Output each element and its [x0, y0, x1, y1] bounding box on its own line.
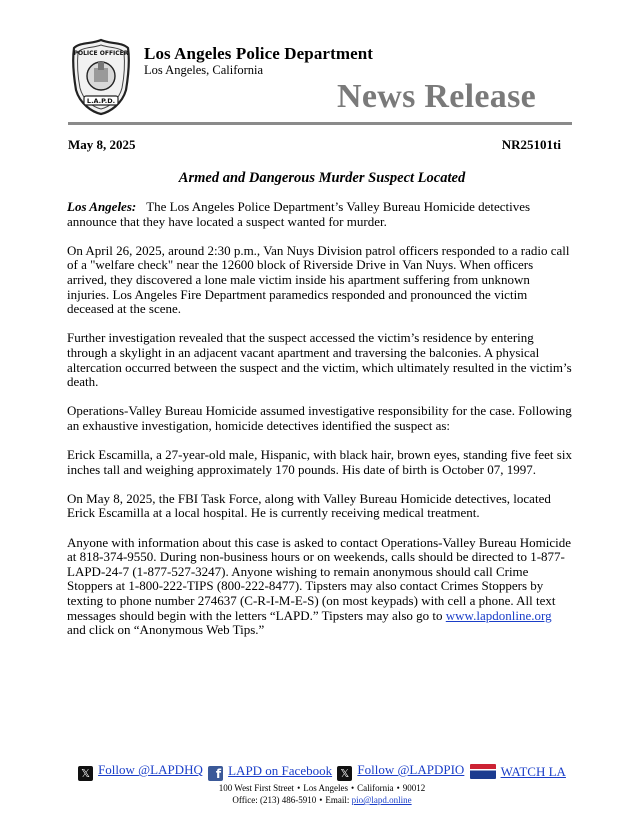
- badge-top-text: POLICE OFFICER: [73, 50, 129, 57]
- news-release-title: News Release: [337, 78, 537, 115]
- address-street: 100 West First Street: [218, 783, 295, 793]
- incident-paragraph: On April 26, 2025, around 2:30 p.m., Van Nuys Division patrol officers responded to a radio call of a "welfare check" near the 12600 block of Riverside Drive in Van Nuys. When officers arrived, they discovered a lone male victim inside his apartment suffering from unknown injuries. Los Angeles Fire Department paramedics responded and pronounced the victim deceased at the scene.: [67, 242, 570, 317]
- contact-line: [0, 795, 644, 805]
- x-icon: 𝕏: [78, 766, 93, 781]
- release-date: May 8, 2025: [68, 137, 136, 152]
- office-phone: Office: (213) 486-5910: [232, 795, 317, 805]
- intro-paragraph: [67, 200, 572, 229]
- footer: [0, 762, 644, 805]
- watch-la-link[interactable]: [470, 764, 566, 780]
- headline: Armed and Dangerous Murder Suspect Located: [178, 170, 466, 186]
- x-icon: 𝕏: [337, 766, 352, 781]
- located-paragraph: On May 8, 2025, the FBI Task Force, along with Valley Bureau Homicide detectives, located Erick Escamilla at a local hospital. He is currently receiving medical treatment.: [67, 490, 551, 521]
- dateline: Los Angeles:: [67, 199, 137, 214]
- facebook-icon: f: [208, 766, 223, 781]
- contact-text-end: and click on “Anonymous Web Tips.”: [67, 622, 265, 638]
- email-link[interactable]: pio@lapd.online: [351, 795, 412, 805]
- watch-la-label[interactable]: WATCH LA: [500, 763, 566, 779]
- release-number: NR25101ti: [501, 137, 561, 152]
- intro-text: The Los Angeles Police Department’s Valley Bureau Homicide detectives announce that they have located a suspect wanted for murder.: [67, 199, 531, 229]
- badge-bottom-text: L.A.P.D.: [86, 97, 116, 105]
- follow-lapdpio-link[interactable]: [337, 762, 464, 781]
- address-line: [0, 783, 644, 793]
- contact-paragraph: [67, 536, 572, 638]
- address-city: Los Angeles: [303, 783, 348, 793]
- investigation-paragraph: Further investigation revealed that the suspect accessed the victim’s residence by entering through a skylight in an adjacent vacant apartment and traversing the balconies. A physical altercation occurred between the suspect and the victim, which ultimately resulted in the victim’s death.: [67, 330, 572, 390]
- header-divider: [68, 122, 572, 125]
- lapd-facebook-label[interactable]: LAPD on Facebook: [228, 762, 333, 778]
- lapd-facebook-link[interactable]: [208, 763, 332, 781]
- bullet-separator: •: [297, 783, 301, 793]
- organization-name: Los Angeles Police Department: [144, 44, 374, 63]
- follow-lapdhq-link[interactable]: [78, 762, 203, 781]
- lapd-tv-icon: [470, 764, 496, 779]
- responsibility-paragraph: Operations-Valley Bureau Homicide assumed investigative responsibility for the case. Following an exhaustive investigation, homicide detectives identified the suspect as:: [67, 403, 572, 433]
- lapdonline-link[interactable]: www.lapdonline.org: [445, 607, 552, 623]
- lapd-badge-logo: [70, 38, 132, 116]
- release-body: [67, 200, 572, 652]
- address-zip: 90012: [402, 783, 426, 793]
- suspect-description-paragraph: Erick Escamilla, a 27-year-old male, Hispanic, with black hair, brown eyes, standing five feet six inches tall and weighing approximately 170 pounds. His date of birth is October 07, 1997.: [67, 447, 572, 477]
- bullet-separator: •: [396, 783, 400, 793]
- contact-text: Anyone with information about this case is asked to contact Operations-Valley Bureau Homicide at 818-374-9550. During non-business hours or on weekends, calls should be directed to 1-877-LAPD-24-7 (1-877-527-3247). Anyone wishing to remain anonymous should call Crime Stoppers at 1-800-222-TIPS (800-222-8477). Tipsters may also contact Crimes Stoppers by texting to phone number 274637 (C-R-I-M-E-S) (on most keypads) with cell a phone. All text messages should begin with the letters “LAPD.” Tipsters may also go to: [67, 534, 571, 623]
- email-label: Email:: [325, 795, 350, 805]
- bullet-separator: •: [319, 795, 323, 805]
- follow-lapdhq-label[interactable]: Follow @LAPDHQ: [98, 762, 203, 777]
- address-state: California: [357, 783, 394, 793]
- organization-location: Los Angeles, California: [144, 63, 264, 77]
- follow-lapdpio-label[interactable]: Follow @LAPDPIO: [357, 762, 465, 777]
- bullet-separator: •: [350, 783, 355, 793]
- social-links: [0, 762, 644, 781]
